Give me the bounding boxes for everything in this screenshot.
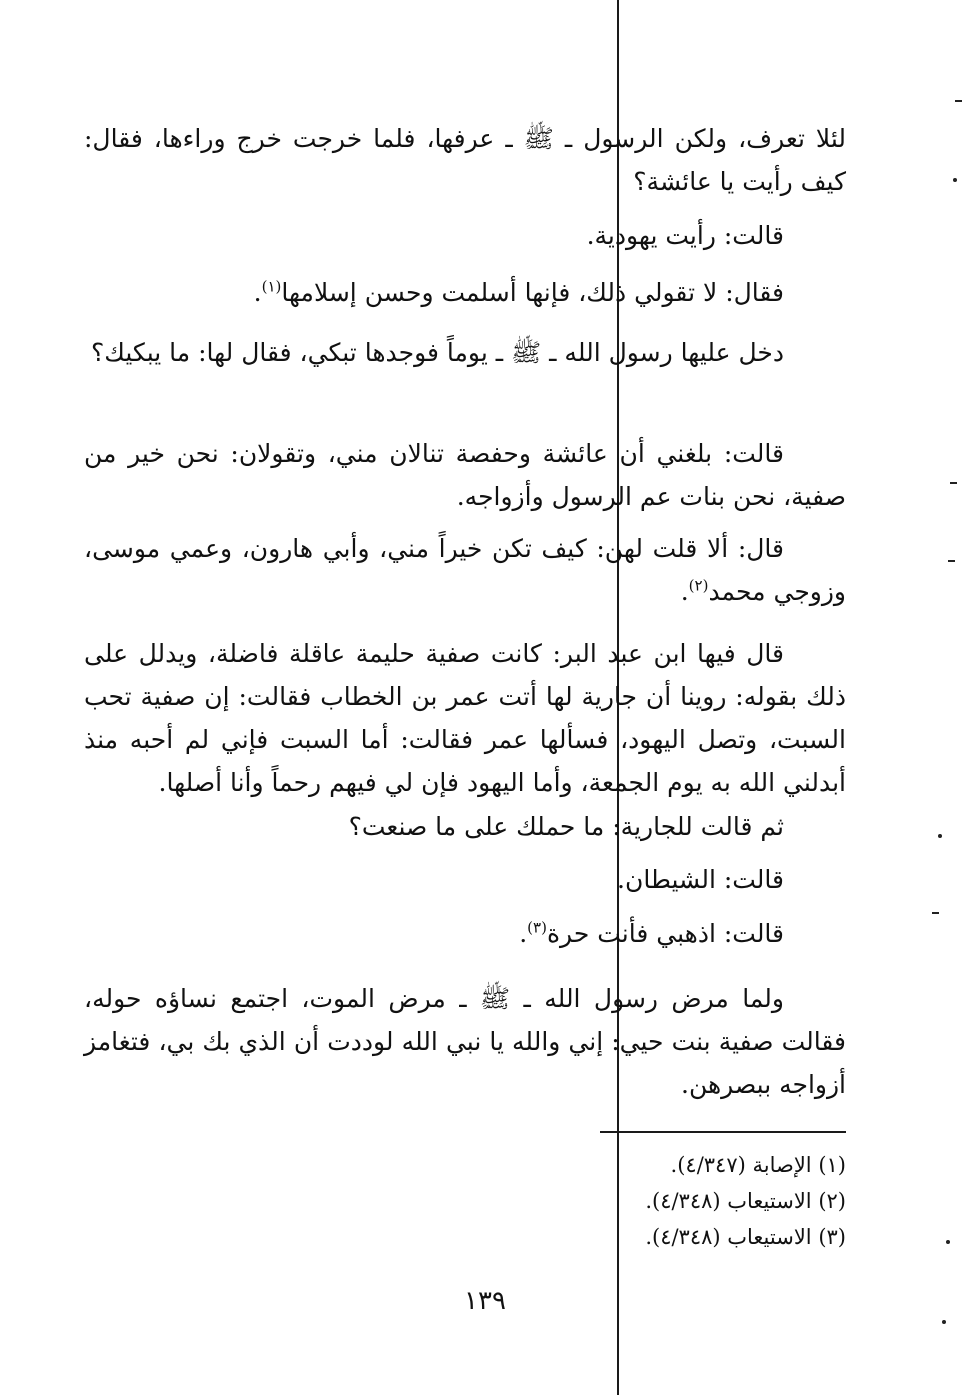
margin-speck xyxy=(955,100,962,102)
margin-speck xyxy=(953,178,957,182)
paragraph: قال فيها ابن عبد البر: كانت صفية حليمة عاقلة فاضلة، ويدلل على ذلك بقوله: روينا أن جارية لها أتت عمر بن الخطاب فقالت: إن صفية تحب السبت، وتصل اليهود، فسألها عمر فقالت: أما السبت فإني لم أحبه منذ أبدلني الله به يوم الجمعة، وأما اليهود فإن لي فيهم رحماً وأنا أصلها. xyxy=(84,639,846,797)
footnote: (١) الإصابة (٤/٣٤٧). xyxy=(670,1153,846,1177)
paragraph: قالت: بلغني أن عائشة وحفصة تنالان مني، وتقولان: نحن خير من صفية، نحن بنات عم الرسول وأزواجه. xyxy=(84,439,846,511)
paragraph: ثم قالت للجارية: ما حملك على ما صنعت؟ xyxy=(348,812,784,841)
margin-speck xyxy=(938,834,942,838)
footnote: (٢) الاستيعاب (٤/٣٤٨). xyxy=(645,1189,846,1213)
margin-speck xyxy=(932,912,939,914)
paragraph: ولما مرض رسول الله ـ ﷺ ـ مرض الموت، اجتمع نساؤه حوله، فقالت صفية بنت حيي: إني والله يا نبي الله لوددت أن الذي بك بي، فتغامز أزواجه ببصرهن. xyxy=(84,984,846,1099)
paragraph: قالت: الشيطان. xyxy=(617,865,784,894)
margin-speck xyxy=(950,482,957,484)
paragraph: فقال: لا تقولي ذلك، فإنها أسلمت وحسن إسلامها$^{(١)}$. xyxy=(253,277,784,307)
paragraph: دخل عليها رسول الله ـ ﷺ ـ يوماً فوجدها تبكي، فقال لها: ما يبكيك؟ xyxy=(91,338,784,367)
paragraph: لئلا تعرف، ولكن الرسول ـ ﷺ ـ عرفها، فلما خرجت خرج وراءها، فقال: كيف رأيت يا عائشة؟ xyxy=(84,124,846,196)
footnote-separator xyxy=(600,1131,846,1133)
margin-speck xyxy=(942,1320,946,1324)
footnote-ref: (٢) xyxy=(688,576,709,595)
footnote: (٣) الاستيعاب (٤/٣٤٨). xyxy=(645,1225,846,1249)
paragraph: قال: ألا قلت لهن: كيف تكن خيراً مني، وأبي هارون، وعمي موسى، وزوجي محمد$^{(٢)}$. xyxy=(84,534,846,606)
paragraph: قالت: اذهبي فأنت حرة$^{(٣)}$. xyxy=(519,918,784,948)
footnote-ref: (٣) xyxy=(527,918,547,937)
margin-speck xyxy=(946,1240,950,1244)
margin-speck xyxy=(948,560,955,562)
paragraph: قالت: رأيت يهودية. xyxy=(586,221,784,250)
page-number: ١٣٩ xyxy=(464,1286,506,1316)
footnote-ref: (١) xyxy=(261,277,282,296)
